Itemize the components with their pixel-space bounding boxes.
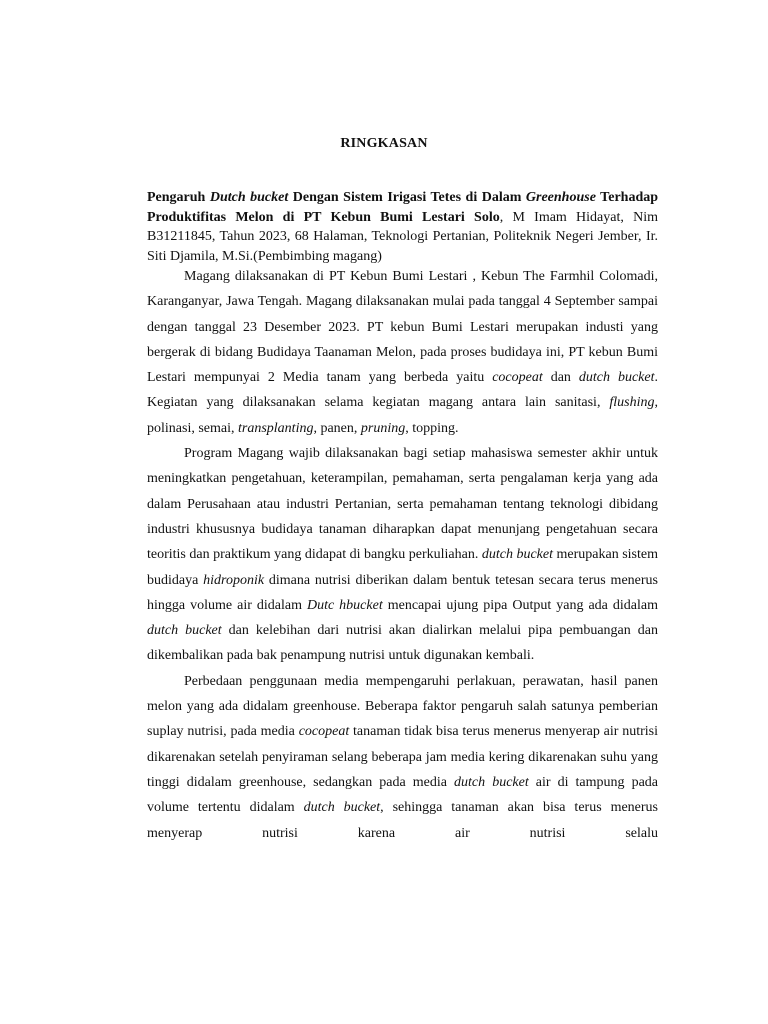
text-run: dan kelebihan dari nutrisi akan dialirkan melalui pipa pembuangan dan dikembalikan pada bak penampung nutrisi untuk digunakan kembali. [147, 623, 658, 664]
citation-text: Dengan Sistem Irigasi Tetes di Dalam [288, 190, 526, 205]
citation-italic: Dutch bucket [209, 190, 289, 205]
text-run: merupakan sistem budidaya [147, 547, 658, 588]
citation-italic: Greenhouse [525, 190, 596, 205]
text-run: , panen, [313, 420, 361, 436]
italic-term: dutch bucket [578, 370, 655, 386]
text-run: tanaman tidak bisa terus menerus menyerap air nutrisi dikarenakan setelah penyiraman selang beberapa jam media kering dikarenakan suhu yang tinggi didalam greenhouse, sedangkan pada media [147, 724, 658, 790]
italic-term: dutch bucket [454, 774, 529, 790]
italic-term: flushing [609, 395, 655, 411]
text-run: dimana nutrisi diberikan dalam bentuk tetesan secara terus menerus hingga volume air didalam [147, 572, 658, 613]
text-run: dan [542, 370, 579, 386]
text-run: Program Magang wajib dilaksanakan bagi setiap mahasiswa semester akhir untuk meningkatkan pengetahuan, keterampilan, pemahaman, serta pengalaman kerja yang ada dalam Perusahaan atau industri Pertanian, serta pemahaman tentang teknologi dibidang industri khususnya budidaya tanaman diharapkan dapat menunjang pengetahuan secara teoritis dan praktikum yang didapat di bangku perkuliahan. [147, 446, 658, 563]
paragraph-2 [147, 441, 658, 669]
page-title: RINGKASAN [340, 136, 428, 151]
text-run: Magang dilaksanakan di PT Kebun Bumi Lestari , Kebun The Farmhil Colomadi, Karanganyar, Jawa Tengah. Magang dilaksanakan mulai pada tanggal 4 September sampai dengan tanggal 23 Desember 2023. PT kebun Bumi Lestari merupakan industi yang bergerak di bidang Budidaya Taanaman Melon, pada proses budidaya ini, PT kebun Bumi Lestari mempunyai 2 Media tanam yang berbeda yaitu [147, 269, 658, 386]
abstract-citation [147, 188, 658, 266]
text-run: . Kegiatan yang dilaksanakan selama kegiatan magang antara lain sanitasi, [147, 370, 658, 411]
text-run: mencapai ujung pipa Output yang ada didalam [382, 597, 658, 613]
italic-term: Dutc hbucket [306, 597, 383, 613]
italic-term: dutch bucket [303, 800, 381, 816]
text-run: air di tampung pada volume tertentu didalam [147, 774, 659, 816]
italic-term: transplanting [238, 420, 314, 436]
text-run: Perbedaan penggunaan media mempengaruhi perlakuan, perawatan, hasil panen melon yang ada didalam greenhouse. Beberapa faktor pengaruh salah satunya pemberian suplay nutrisi, pada media [147, 673, 658, 740]
text-run: , sehingga tanaman akan bisa terus menerus menyerap nutrisi karena air nutrisi selalu [147, 800, 658, 841]
body-text [147, 264, 658, 846]
italic-term: hidroponik [203, 572, 265, 588]
paragraph-1 [147, 264, 658, 441]
text-run: , polinasi, semai, [147, 395, 658, 436]
italic-term: dutch bucket [481, 547, 553, 563]
italic-term: cocopeat [492, 370, 543, 386]
paragraph-3 [147, 669, 658, 846]
text-run: , topping. [405, 420, 459, 436]
italic-term: pruning [360, 420, 406, 436]
citation-text: Pengaruh [147, 190, 210, 205]
italic-term: cocopeat [298, 724, 350, 740]
citation-text: Terhadap Produktifitas Melon di PT Kebun Bumi Lestari Solo [147, 190, 659, 225]
citation-details: , M Imam Hidayat, Nim B31211845, Tahun 2023, 68 Halaman, Teknologi Pertanian, Politeknik Negeri Jember, Ir. Siti Djamila, M.Si.(Pembimbing magang) [147, 209, 658, 264]
italic-term: dutch bucket [147, 623, 222, 639]
